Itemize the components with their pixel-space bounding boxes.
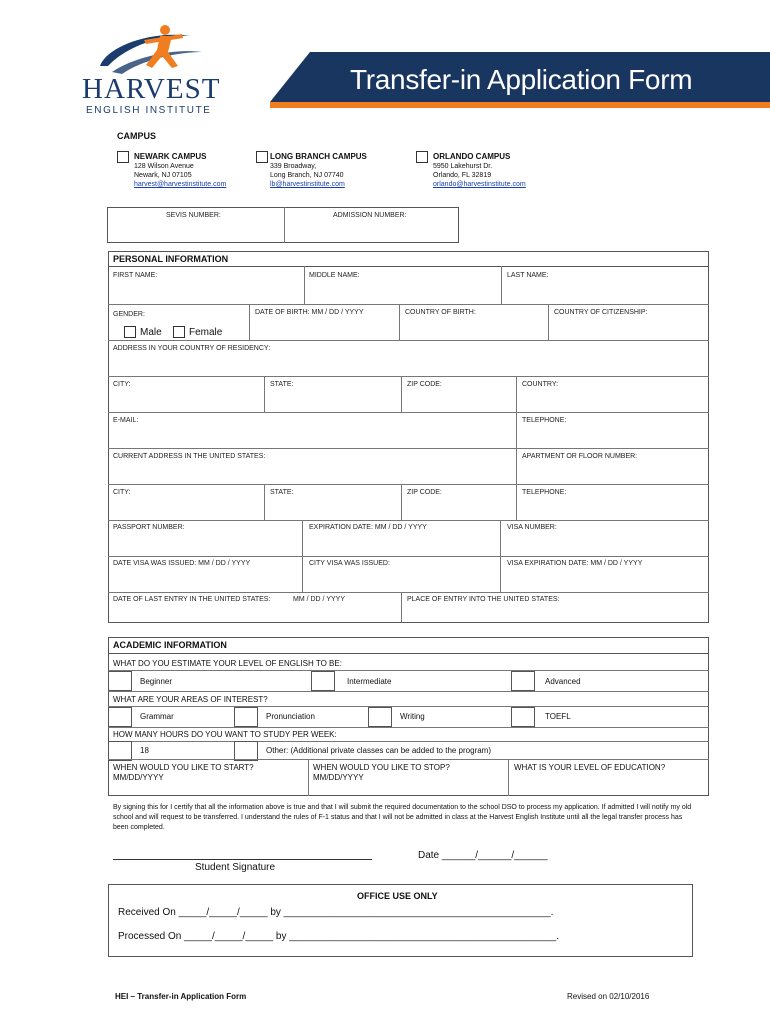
campus-newark-address1: 128 Wilson Avenue [134, 163, 194, 170]
footer-revision: Revised on 02/10/2016 [567, 992, 650, 1001]
campus-orlando-name: ORLANDO CAMPUS [433, 152, 511, 161]
level-intermediate-checkbox[interactable] [311, 671, 335, 691]
visa-issued-label: DATE VISA WAS ISSUED: MM / DD / YYYY [113, 560, 251, 567]
logo-subtitle: ENGLISH INSTITUTE [86, 105, 212, 116]
country-citizenship-label: COUNTRY OF CITIZENSHIP: [554, 309, 648, 316]
logo [82, 18, 222, 118]
email-input[interactable] [110, 427, 512, 446]
us-zip-input[interactable] [404, 499, 512, 518]
personal-info-heading: PERSONAL INFORMATION [113, 254, 229, 264]
country-birth-input[interactable] [402, 320, 545, 338]
sevis-number-input[interactable] [110, 222, 280, 240]
level-beginner-checkbox[interactable] [108, 671, 132, 691]
country-citizenship-input[interactable] [551, 320, 706, 338]
student-signature-label: Student Signature [195, 862, 276, 873]
hours-18-checkbox[interactable] [108, 741, 132, 761]
email-label: E-MAIL: [113, 417, 139, 424]
interest-question: WHAT ARE YOUR AREAS OF INTEREST? [113, 695, 268, 704]
zip-input[interactable] [404, 391, 512, 410]
passport-label: PASSPORT NUMBER: [113, 524, 185, 531]
campus-longbranch-checkbox[interactable] [256, 151, 268, 163]
interest-toefl-checkbox[interactable] [511, 707, 535, 727]
education-label: WHAT IS YOUR LEVEL OF EDUCATION? [514, 763, 666, 772]
passport-input[interactable] [110, 534, 298, 553]
city-input[interactable] [110, 391, 260, 410]
footer-form-name: HEI – Transfer-in Application Form [115, 992, 247, 1001]
country-label: COUNTRY: [522, 381, 559, 388]
visa-number-input[interactable] [503, 534, 706, 553]
processed-on-field[interactable]: Processed On _____/_____/_____ by ________________________________________________. [118, 931, 559, 942]
campus-heading: CAMPUS [117, 131, 157, 141]
home-address-label: ADDRESS IN YOUR COUNTRY OF RESIDENCY: [113, 345, 271, 352]
interest-pronunciation-label: Pronunciation [266, 712, 315, 721]
city-visa-label: CITY VISA WAS ISSUED: [309, 560, 390, 567]
interest-writing-checkbox[interactable] [368, 707, 392, 727]
level-advanced-label: Advanced [545, 677, 581, 686]
start-format: MM/DD/YYYY [113, 773, 164, 782]
place-entry-input[interactable] [404, 605, 706, 621]
us-state-label: STATE: [270, 489, 294, 496]
interest-pronunciation-checkbox[interactable] [234, 707, 258, 727]
level-intermediate-label: Intermediate [347, 677, 392, 686]
academic-info-heading: ACADEMIC INFORMATION [113, 640, 227, 650]
gender-male-checkbox[interactable] [124, 326, 136, 338]
state-input[interactable] [267, 391, 397, 410]
us-telephone-label: TELEPHONE: [522, 489, 567, 496]
signature-line[interactable] [113, 859, 372, 860]
last-name-label: LAST NAME: [507, 272, 549, 279]
middle-name-label: MIDDLE NAME: [309, 272, 360, 279]
us-zip-label: ZIP CODE: [407, 489, 442, 496]
country-input[interactable] [519, 391, 706, 410]
us-city-input[interactable] [110, 499, 260, 518]
sevis-number-label: SEVIS NUMBER: [166, 212, 221, 219]
page-title: Transfer-in Application Form [350, 64, 693, 95]
gender-female-checkbox[interactable] [173, 326, 185, 338]
admission-number-input[interactable] [287, 222, 455, 240]
level-beginner-label: Beginner [140, 677, 173, 686]
campus-longbranch-address1: 339 Broadway, [270, 163, 317, 170]
campus-newark-checkbox[interactable] [117, 151, 129, 163]
campus-newark-address2: Newark, NJ 07105 [134, 172, 192, 179]
campus-longbranch-name: LONG BRANCH CAMPUS [270, 152, 367, 161]
home-address-input[interactable] [110, 355, 706, 375]
apartment-input[interactable] [519, 463, 706, 482]
visa-expiration-label: VISA EXPIRATION DATE: MM / DD / YYYY [507, 560, 643, 567]
visa-number-label: VISA NUMBER: [507, 524, 557, 531]
interest-grammar-label: Grammar [140, 712, 174, 721]
campus-orlando-address1: 5950 Lakehurst Dr. [433, 163, 493, 170]
last-entry-label: DATE OF LAST ENTRY IN THE UNITED STATES: [113, 596, 271, 603]
hours-question: HOW MANY HOURS DO YOU WANT TO STUDY PER WEEK: [113, 730, 337, 739]
campus-newark-name: NEWARK CAMPUS [134, 152, 207, 161]
interest-grammar-checkbox[interactable] [108, 707, 132, 727]
dob-input[interactable] [252, 320, 396, 338]
campus-orlando-address2: Orlando, FL 32819 [433, 172, 492, 179]
middle-name-input[interactable] [307, 282, 497, 302]
campus-longbranch-email[interactable]: lb@harvestinstitute.com [270, 181, 345, 188]
harvest-swoosh-icon [82, 18, 222, 80]
hours-18-label: 18 [140, 746, 149, 755]
received-on-field[interactable]: Received On _____/_____/_____ by ________________________________________________. [118, 907, 554, 918]
first-name-input[interactable] [110, 282, 300, 302]
hours-other-label: Other: (Additional private classes can be added to the program) [266, 746, 492, 755]
country-birth-label: COUNTRY OF BIRTH: [405, 309, 476, 316]
campus-newark-email[interactable]: harvest@harvestinstitute.com [134, 181, 227, 188]
telephone-label: TELEPHONE: [522, 417, 567, 424]
dob-label: DATE OF BIRTH: MM / DD / YYYY [255, 309, 364, 316]
start-label: WHEN WOULD YOU LIKE TO START? [113, 763, 254, 772]
visa-issued-input[interactable] [110, 570, 298, 589]
stop-format: MM/DD/YYYY [313, 773, 364, 782]
interest-toefl-label: TOEFL [545, 712, 571, 721]
stop-label: WHEN WOULD YOU LIKE TO STOP? [313, 763, 450, 772]
hours-other-checkbox[interactable] [234, 741, 258, 761]
office-use-heading: OFFICE USE ONLY [357, 891, 438, 901]
place-entry-label: PLACE OF ENTRY INTO THE UNITED STATES: [407, 596, 560, 603]
visa-expiration-input[interactable] [503, 570, 706, 589]
logo-word: HARVEST [82, 73, 221, 105]
level-advanced-checkbox[interactable] [511, 671, 535, 691]
gender-male-label: Male [140, 327, 162, 338]
campus-longbranch-address2: Long Branch, NJ 07740 [270, 172, 344, 179]
expiration-label: EXPIRATION DATE: MM / DD / YYYY [309, 524, 427, 531]
level-question: WHAT DO YOU ESTIMATE YOUR LEVEL OF ENGLISH TO BE: [113, 659, 342, 668]
us-city-label: CITY: [113, 489, 131, 496]
last-entry-input[interactable] [110, 605, 398, 621]
us-address-input[interactable] [110, 463, 512, 482]
city-visa-input[interactable] [305, 570, 496, 589]
apartment-label: APARTMENT OR FLOOR NUMBER: [522, 453, 638, 460]
us-address-label: CURRENT ADDRESS IN THE UNITED STATES: [113, 453, 266, 460]
expiration-input[interactable] [305, 534, 496, 553]
admission-number-label: ADMISSION NUMBER: [333, 212, 407, 219]
city-label: CITY: [113, 381, 131, 388]
certification-text: By signing this for I certify that all the information above is true and that I will submit the required documentation to the school DSO to process my application. If admitted I will notify my old school and will request to be transferred. I understand the rules of F-1 status and that I will not be admitted in class at the Harvest English Institute until all the legal transfer process has been completed. [113, 804, 692, 831]
last-entry-format: MM / DD / YYYY [293, 596, 345, 603]
first-name-label: FIRST NAME: [113, 272, 158, 279]
us-state-input[interactable] [267, 499, 397, 518]
campus-orlando-email[interactable]: orlando@harvestinstitute.com [433, 181, 526, 188]
zip-label: ZIP CODE: [407, 381, 442, 388]
state-label: STATE: [270, 381, 294, 388]
telephone-input[interactable] [519, 427, 706, 446]
interest-writing-label: Writing [400, 712, 425, 721]
campus-orlando-checkbox[interactable] [416, 151, 428, 163]
gender-female-label: Female [189, 327, 223, 338]
us-telephone-input[interactable] [519, 499, 706, 518]
date-field[interactable]: Date ______/______/______ [418, 850, 548, 861]
gender-label: GENDER: [113, 311, 145, 318]
last-name-input[interactable] [504, 282, 706, 302]
